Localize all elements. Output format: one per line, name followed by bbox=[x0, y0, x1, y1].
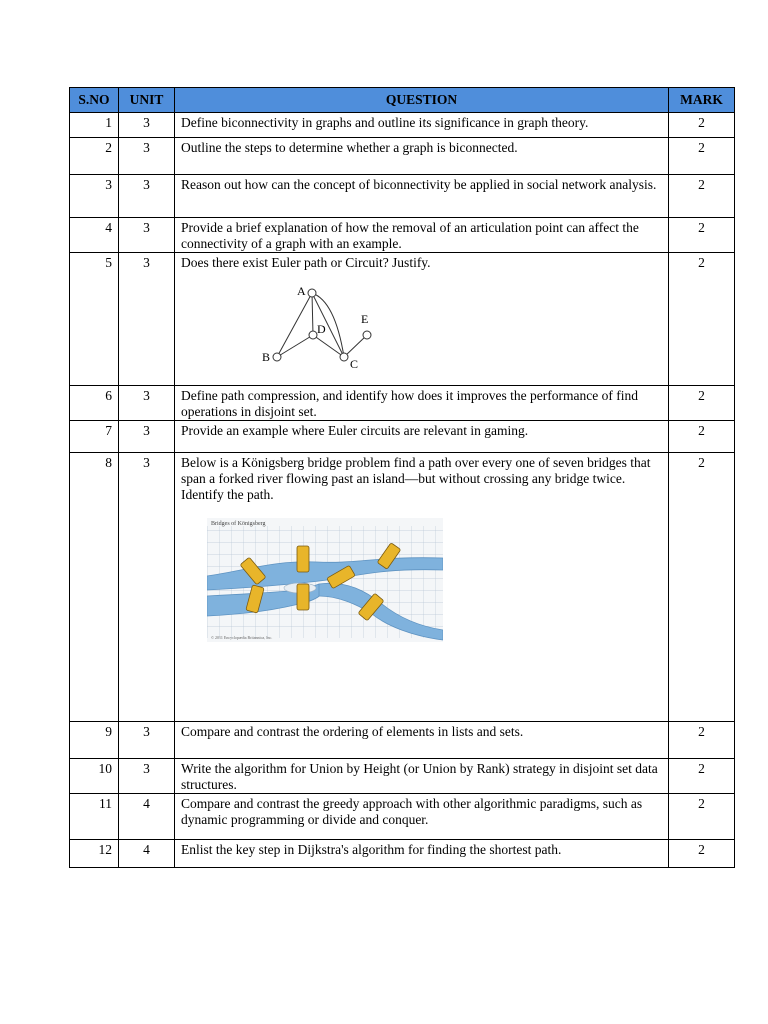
row-unit: 3 bbox=[119, 138, 175, 175]
table-row bbox=[70, 218, 735, 253]
table-row bbox=[70, 421, 735, 453]
table-row bbox=[70, 794, 735, 840]
row-sno: 1 bbox=[70, 113, 119, 138]
row-unit: 3 bbox=[119, 722, 175, 759]
row-mark: 2 bbox=[669, 794, 735, 840]
bridge-figure-credit: © 2011 Encyclopædia Britannica, Inc. bbox=[211, 635, 273, 640]
node-label-c: C bbox=[350, 357, 359, 369]
table-row bbox=[70, 840, 735, 868]
row-sno: 11 bbox=[70, 794, 119, 840]
table-row bbox=[70, 113, 735, 138]
row-question: Define biconnectivity in graphs and outline its significance in graph theory. bbox=[175, 113, 669, 138]
konigsberg-bridges-figure bbox=[207, 518, 443, 642]
row-sno: 3 bbox=[70, 175, 119, 218]
row-unit: 3 bbox=[119, 386, 175, 421]
row-unit: 3 bbox=[119, 759, 175, 794]
row-mark: 2 bbox=[669, 218, 735, 253]
row-mark: 2 bbox=[669, 113, 735, 138]
table-row bbox=[70, 453, 735, 722]
row-unit: 4 bbox=[119, 794, 175, 840]
row-sno: 2 bbox=[70, 138, 119, 175]
row-mark: 2 bbox=[669, 840, 735, 868]
question-table bbox=[69, 87, 735, 868]
row-question: Define path compression, and identify how does it improves the performance of find operations in disjoint set. bbox=[175, 386, 669, 421]
node-label-b: B bbox=[262, 350, 271, 364]
row-unit: 3 bbox=[119, 253, 175, 386]
header-row bbox=[70, 88, 735, 113]
table-row bbox=[70, 386, 735, 421]
graph-figure bbox=[257, 279, 387, 369]
row-mark: 2 bbox=[669, 453, 735, 722]
row-mark: 2 bbox=[669, 759, 735, 794]
row-unit: 4 bbox=[119, 840, 175, 868]
row-sno: 6 bbox=[70, 386, 119, 421]
bridge-figure-title: Bridges of Königsberg bbox=[211, 521, 266, 527]
row-question: Compare and contrast the greedy approach with other algorithmic paradigms, such as dynamic programming or divide and conquer. bbox=[175, 794, 669, 840]
header-mark: MARK bbox=[669, 88, 735, 113]
table-row bbox=[70, 175, 735, 218]
row-mark: 2 bbox=[669, 421, 735, 453]
row-sno: 12 bbox=[70, 840, 119, 868]
row-question: Below is a Königsberg bridge problem find a path over every one of seven bridges that span a forked river flowing past an island—but without crossing any bridge twice. Identify the path. bbox=[181, 455, 651, 502]
row-mark: 2 bbox=[669, 175, 735, 218]
row-question: Provide an example where Euler circuits are relevant in gaming. bbox=[175, 421, 669, 453]
row-sno: 7 bbox=[70, 421, 119, 453]
row-sno: 4 bbox=[70, 218, 119, 253]
row-sno: 8 bbox=[70, 453, 119, 722]
row-mark: 2 bbox=[669, 253, 735, 386]
table-row bbox=[70, 759, 735, 794]
row-unit: 3 bbox=[119, 218, 175, 253]
row-sno: 10 bbox=[70, 759, 119, 794]
node-label-d: D bbox=[317, 322, 326, 336]
row-question: Enlist the key step in Dijkstra's algorithm for finding the shortest path. bbox=[175, 840, 669, 868]
row-sno: 5 bbox=[70, 253, 119, 386]
row-question-cell bbox=[175, 253, 669, 386]
row-unit: 3 bbox=[119, 421, 175, 453]
row-unit: 3 bbox=[119, 175, 175, 218]
table-row bbox=[70, 253, 735, 386]
row-unit: 3 bbox=[119, 113, 175, 138]
table-row bbox=[70, 722, 735, 759]
table-row bbox=[70, 138, 735, 175]
row-question: Reason out how can the concept of biconnectivity be applied in social network analysis. bbox=[175, 175, 669, 218]
header-question: QUESTION bbox=[175, 88, 669, 113]
node-label-a: A bbox=[297, 284, 306, 298]
row-question-cell bbox=[175, 453, 669, 722]
row-question: Does there exist Euler path or Circuit? Justify. bbox=[181, 255, 431, 270]
row-mark: 2 bbox=[669, 138, 735, 175]
row-question: Provide a brief explanation of how the removal of an articulation point can affect the connectivity of a graph with an example. bbox=[175, 218, 669, 253]
header-unit: UNIT bbox=[119, 88, 175, 113]
row-unit: 3 bbox=[119, 453, 175, 722]
row-mark: 2 bbox=[669, 386, 735, 421]
row-question: Outline the steps to determine whether a graph is biconnected. bbox=[175, 138, 669, 175]
row-question: Compare and contrast the ordering of elements in lists and sets. bbox=[175, 722, 669, 759]
row-question: Write the algorithm for Union by Height (or Union by Rank) strategy in disjoint set data structures. bbox=[175, 759, 669, 794]
node-label-e: E bbox=[361, 312, 369, 326]
row-mark: 2 bbox=[669, 722, 735, 759]
header-sno: S.NO bbox=[70, 88, 119, 113]
row-sno: 9 bbox=[70, 722, 119, 759]
